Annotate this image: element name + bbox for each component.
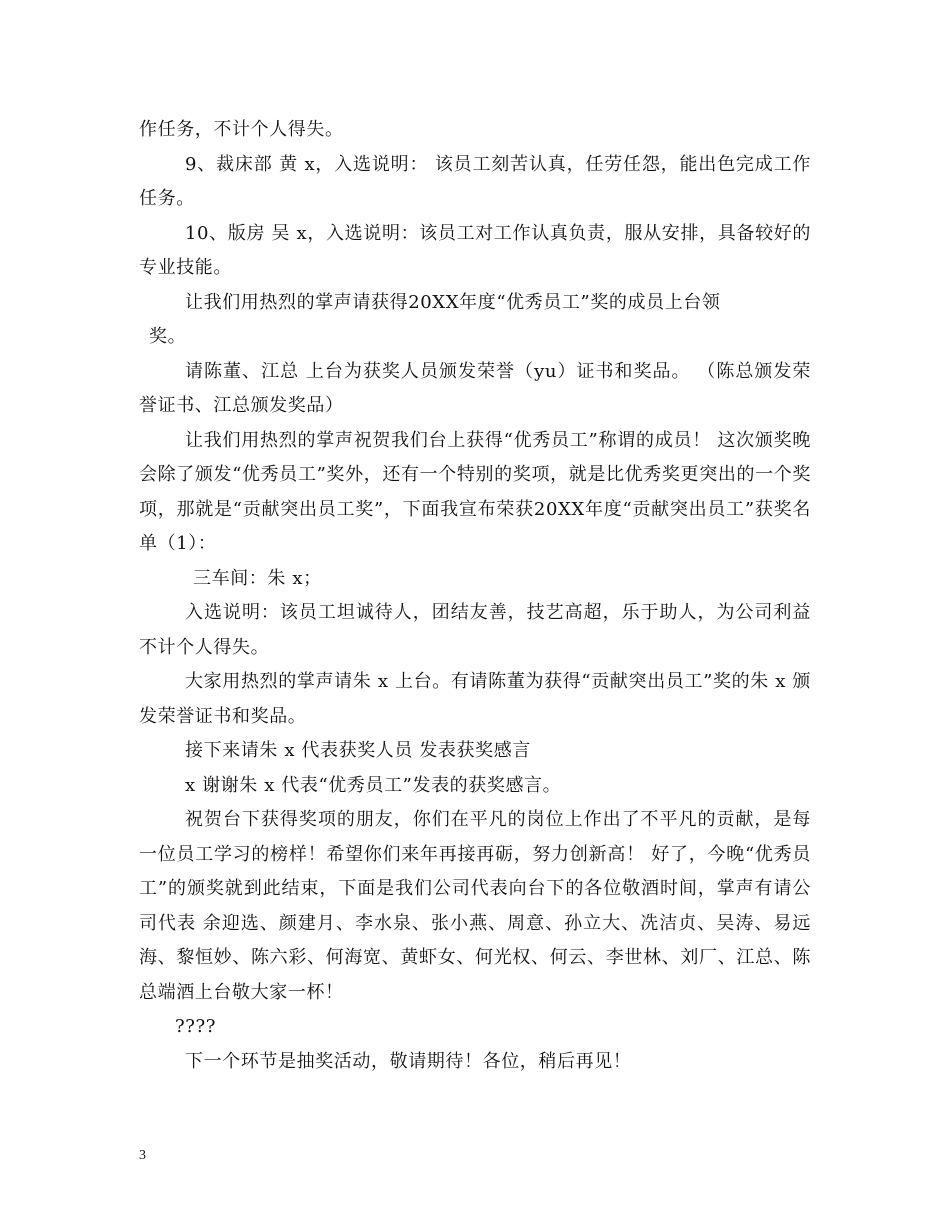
page-number: 3 xyxy=(139,1148,146,1163)
paragraph-acceptance-speech: 接下来请朱 x 代表获奖人员 发表获奖感言 xyxy=(185,740,531,761)
paragraph-continuation: 作任务，不计个人得失。 xyxy=(139,119,344,140)
paragraph-placeholder-marks: ???? xyxy=(175,1016,217,1037)
paragraph-applause-invite-end: 奖。 xyxy=(149,326,187,347)
paragraph-winner-name: 三车间：朱 x； xyxy=(193,567,322,589)
paragraph-nominee-10: 10、版房 吴 x，入选说明：该员工对工作认真负责，服从安排，具备较好的专业技能。 xyxy=(139,222,811,278)
paragraph-closing-toast: 祝贺台下获得奖项的朋友，你们在平凡的岗位上作出了不平凡的贡献，是每一位员工学习的榜样！希望你们来年再接再砺，努力创新高！ 好了，今晚“优秀员工”的颁奖就到此结束，下面是我们公司代表向台下的各位敬酒时间，掌声有请公司代表 余迎选、颜建月、李水泉、张小燕、周意、孙立大、冼洁贞、吴涛、易远海、黎恒妙、陈六彩、何海宽、黄虾女、何光权、何云、李世林、刘厂、江总、陈总端酒上台敬大家一杯！ xyxy=(139,809,811,1003)
document-body xyxy=(139,113,811,1079)
paragraph-next-segment: 下一个环节是抽奖活动，敬请期待！各位，稍后再见！ xyxy=(185,1050,632,1072)
paragraph-winner-on-stage: 大家用热烈的掌声请朱 x 上台。有请陈董为获得“贡献突出员工”奖的朱 x 颁发荣誉证书和奖品。 xyxy=(139,671,811,727)
paragraph-thanks: x 谢谢朱 x 代表“优秀员工”发表的获奖感言。 xyxy=(185,774,562,796)
paragraph-special-award-intro: 让我们用热烈的掌声祝贺我们台上获得“优秀员工”称谓的成员！ 这次颁奖晚会除了颁发“优秀员工”奖外，还有一个特别的奖项，就是比优秀奖更突出的一个奖项，那就是“贡献突出员工奖”，下面我宣布荣获20XX年度“贡献突出员工”获奖名单（1）： xyxy=(139,429,811,554)
paragraph-nominee-9: 9、裁床部 黄 x，入选说明： 该员工刻苦认真，任劳任怨，能出色完成工作任务。 xyxy=(139,153,811,209)
paragraph-award-presenters: 请陈董、江总 上台为获奖人员颁发荣誉（yu）证书和奖品。 （陈总颁发荣誉证书、江总颁发奖品） xyxy=(139,360,811,416)
paragraph-winner-reason: 入选说明：该员工坦诚待人，团结友善，技艺高超，乐于助人，为公司利益不计个人得失。 xyxy=(139,602,811,658)
paragraph-applause-invite: 让我们用热烈的掌声请获得20XX年度“优秀员工”奖的成员上台领 xyxy=(185,291,721,313)
